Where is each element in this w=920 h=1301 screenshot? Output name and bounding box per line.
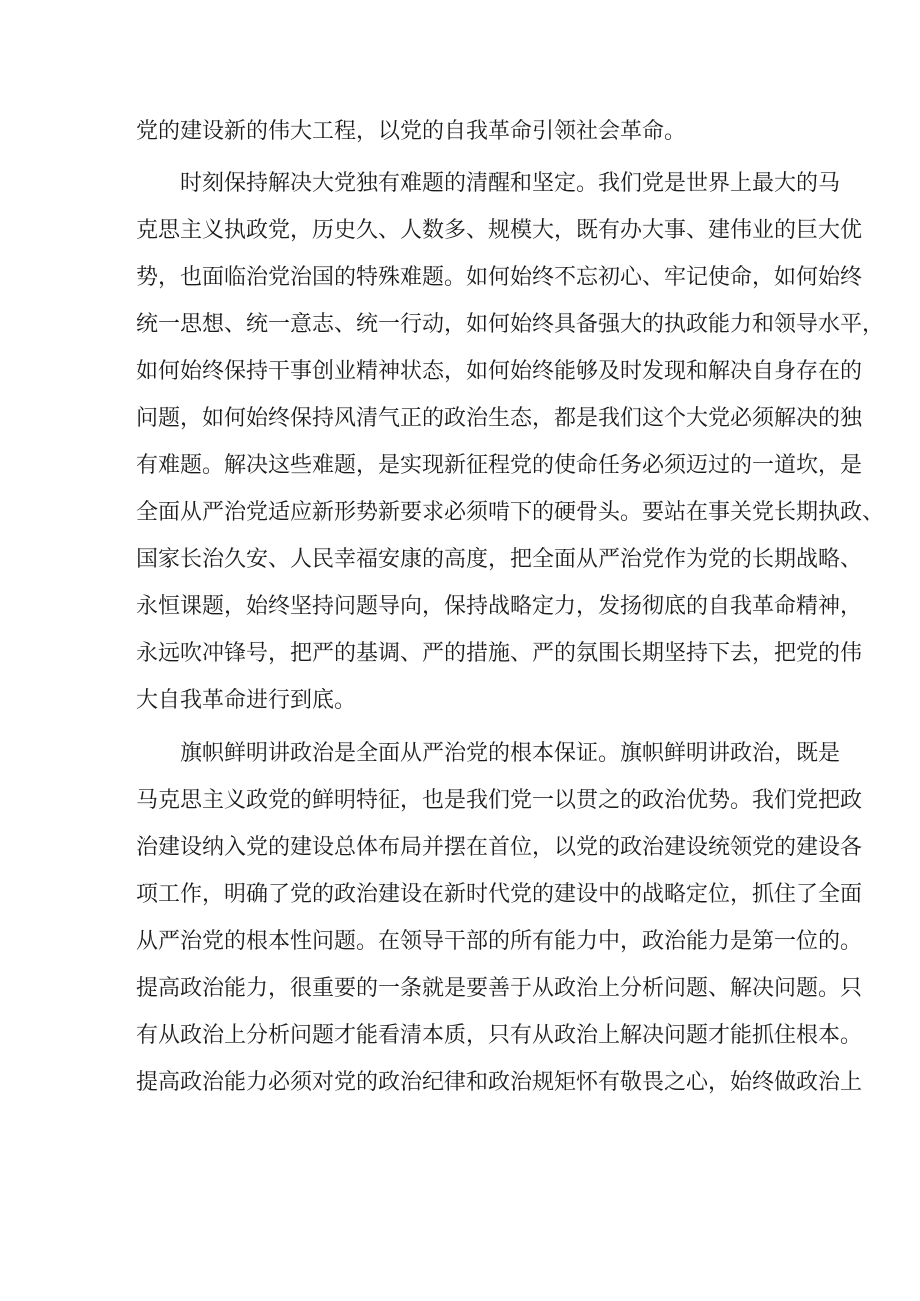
paragraph-line: 项工作，明确了党的政治建设在新时代党的建设中的战略定位，抓住了全面: [136, 882, 863, 907]
paragraph-line: 势，也面临治党治国的特殊难题。如何始终不忘初心、牢记使命，如何始终: [136, 265, 863, 290]
paragraph-line: 全面从严治党适应新形势新要求必须啃下的硬骨头。要站在事关党长期执政、: [136, 500, 885, 525]
paragraph-line: 统一思想、统一意志、统一行动，如何始终具备强大的执政能力和领导水平，: [136, 312, 885, 337]
paragraph-line: 治建设纳入党的建设总体布局并摆在首位，以党的政治建设统领党的建设各: [136, 835, 863, 860]
paragraph-line: 克思主义执政党，历史久、人数多、规模大，既有办大事、建伟业的巨大优: [136, 218, 863, 243]
paragraph-line: 永恒课题，始终坚持问题导向，保持战略定力，发扬彻底的自我革命精神，: [136, 594, 863, 619]
paragraph-line: 党的建设新的伟大工程，以党的自我革命引领社会革命。: [136, 119, 687, 144]
paragraph-line: 国家长治久安、人民幸福安康的高度，把全面从严治党作为党的长期战略、: [136, 547, 863, 572]
paragraph-line: 问题，如何始终保持风清气正的政治生态，都是我们这个大党必须解决的独: [136, 406, 863, 431]
paragraph-first-line: 旗帜鲜明讲政治是全面从严治党的根本保证。旗帜鲜明讲政治，既是: [180, 741, 841, 766]
paragraph-line: 永远吹冲锋号，把严的基调、严的措施、严的氛围长期坚持下去，把党的伟: [136, 641, 863, 666]
paragraph-line: 大自我革命进行到底。: [136, 688, 357, 713]
paragraph-line: 提高政治能力，很重要的一条就是要善于从政治上分析问题、解决问题。只: [136, 976, 863, 1001]
paragraph-line: 有难题。解决这些难题，是实现新征程党的使命任务必须迈过的一道坎，是: [136, 453, 863, 478]
paragraph-line: 提高政治能力必须对党的政治纪律和政治规矩怀有敬畏之心，始终做政治上: [136, 1070, 863, 1095]
paragraph-line: 马克思主义政党的鲜明特征，也是我们党一以贯之的政治优势。我们党把政: [136, 788, 863, 813]
paragraph-first-line: 时刻保持解决大党独有难题的清醒和坚定。我们党是世界上最大的马: [180, 171, 841, 196]
paragraph-line: 有从政治上分析问题才能看清本质，只有从政治上解决问题才能抓住根本。: [136, 1023, 863, 1048]
paragraph-line: 从严治党的根本性问题。在领导干部的所有能力中，政治能力是第一位的。: [136, 929, 863, 954]
paragraph-line: 如何始终保持干事创业精神状态，如何始终能够及时发现和解决自身存在的: [136, 359, 863, 384]
